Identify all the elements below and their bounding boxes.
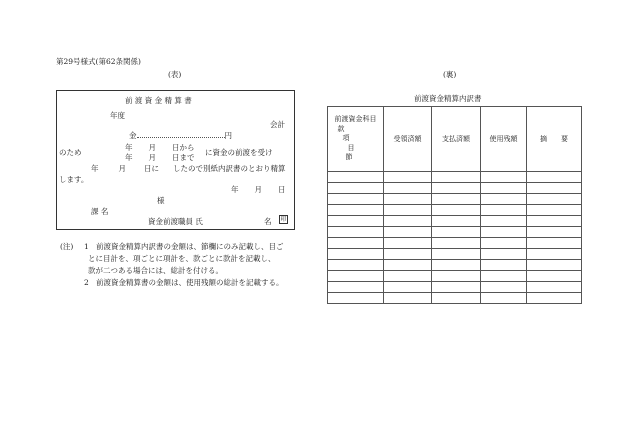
amount-prefix: 金 — [129, 131, 137, 140]
amount-unit: 円 — [224, 131, 232, 140]
department-label: 課 名 — [91, 207, 109, 216]
table-cell[interactable] — [328, 194, 384, 205]
shimasu-text: します。 — [59, 175, 89, 184]
table-cell[interactable] — [328, 172, 384, 183]
table-cell[interactable] — [481, 249, 527, 260]
seal-box: 印 — [280, 216, 287, 223]
table-row — [328, 271, 582, 282]
addressee-sama: 様 — [157, 196, 165, 205]
table-cell[interactable] — [384, 194, 432, 205]
table-cell[interactable] — [481, 293, 527, 304]
table-cell[interactable] — [481, 260, 527, 271]
table-row — [328, 249, 582, 260]
table-cell[interactable] — [481, 238, 527, 249]
notes-label: (注) — [60, 242, 74, 251]
table-cell[interactable] — [384, 238, 432, 249]
table-row — [328, 216, 582, 227]
table-cell[interactable] — [527, 227, 582, 238]
amount-blank-line — [137, 131, 225, 138]
table-cell[interactable] — [481, 183, 527, 194]
table-cell[interactable] — [432, 282, 481, 293]
table-cell[interactable] — [432, 216, 481, 227]
table-row — [328, 194, 582, 205]
header-paid: 支払済額 — [432, 107, 481, 172]
settlement-form-box — [56, 90, 295, 230]
table-cell[interactable] — [328, 216, 384, 227]
table-cell[interactable] — [328, 293, 384, 304]
table-cell[interactable] — [384, 271, 432, 282]
official-name-label: 資金前渡職員 氏 — [148, 217, 203, 226]
breakdown-table — [327, 106, 582, 304]
table-cell[interactable] — [384, 172, 432, 183]
table-body — [328, 172, 582, 304]
table-cell[interactable] — [328, 271, 384, 282]
period-from: 年 月 日から — [125, 143, 195, 152]
back-side-label: (裏) — [443, 70, 457, 79]
table-cell[interactable] — [384, 205, 432, 216]
table-cell[interactable] — [481, 172, 527, 183]
table-cell[interactable] — [432, 183, 481, 194]
note-1-line-1: 前渡資金精算内訳書の金額は、節欄にのみ記載し、目ご — [96, 242, 284, 251]
name-suffix: 名 — [264, 217, 272, 226]
table-cell[interactable] — [527, 172, 582, 183]
table-row — [328, 293, 582, 304]
table-cell[interactable] — [527, 249, 582, 260]
table-cell[interactable] — [328, 183, 384, 194]
table-cell[interactable] — [527, 271, 582, 282]
note-1-line-3: 款が二つある場合には、総計を付ける。 — [88, 266, 223, 275]
table-cell[interactable] — [527, 293, 582, 304]
table-cell[interactable] — [384, 183, 432, 194]
settle-date-line: 年 月 日に したので別紙内訳書のとおり精算 — [91, 164, 286, 173]
table-cell[interactable] — [384, 293, 432, 304]
front-side-label: (表) — [168, 70, 182, 79]
table-cell[interactable] — [481, 227, 527, 238]
table-cell[interactable] — [432, 227, 481, 238]
table-cell[interactable] — [527, 194, 582, 205]
table-header-row — [328, 107, 582, 172]
table-cell[interactable] — [527, 183, 582, 194]
table-row — [328, 172, 582, 183]
amount-line — [129, 131, 232, 140]
table-cell[interactable] — [328, 238, 384, 249]
table-cell[interactable] — [432, 205, 481, 216]
table-cell[interactable] — [432, 238, 481, 249]
account-label: 会計 — [270, 120, 285, 129]
table-row — [328, 183, 582, 194]
table-cell[interactable] — [384, 260, 432, 271]
fiscal-year-label: 年度 — [110, 111, 125, 120]
table-cell[interactable] — [384, 227, 432, 238]
form-title: 前 渡 資 金 精 算 書 — [125, 96, 192, 105]
table-cell[interactable] — [384, 282, 432, 293]
table-cell[interactable] — [432, 194, 481, 205]
purpose-label: のため — [59, 148, 82, 157]
table-cell[interactable] — [432, 249, 481, 260]
header-received: 受領済額 — [384, 107, 432, 172]
note-2-line-1: 前渡資金精算書の金額は、使用残額の総計を記載する。 — [96, 278, 284, 287]
table-row — [328, 205, 582, 216]
note-2-number: 2 — [84, 278, 89, 287]
table-cell[interactable] — [432, 172, 481, 183]
table-cell[interactable] — [481, 194, 527, 205]
table-cell[interactable] — [384, 249, 432, 260]
table-cell[interactable] — [481, 282, 527, 293]
table-cell[interactable] — [328, 227, 384, 238]
table-cell[interactable] — [384, 216, 432, 227]
table-cell[interactable] — [432, 293, 481, 304]
advance-received-text: に資金の前渡を受け — [205, 148, 273, 157]
table-cell[interactable] — [527, 205, 582, 216]
table-cell[interactable] — [432, 260, 481, 271]
header-remarks: 摘 要 — [527, 107, 582, 172]
note-1-line-2: とに目計を、項ごとに項計を、款ごとに款計を記載し、 — [88, 254, 276, 263]
signature-date: 年 月 日 — [231, 185, 286, 194]
table-cell[interactable] — [527, 260, 582, 271]
table-cell[interactable] — [328, 282, 384, 293]
table-row — [328, 238, 582, 249]
period-to: 年 月 日まで — [125, 153, 195, 162]
table-row — [328, 227, 582, 238]
table-cell[interactable] — [481, 216, 527, 227]
header-remaining: 使用残額 — [481, 107, 527, 172]
table-cell[interactable] — [481, 205, 527, 216]
note-1-number: 1 — [84, 242, 89, 251]
table-cell[interactable] — [527, 238, 582, 249]
table-cell[interactable] — [328, 260, 384, 271]
table-cell[interactable] — [328, 205, 384, 216]
table-cell[interactable] — [527, 216, 582, 227]
table-row — [328, 282, 582, 293]
header-account-subject: 前渡資金科目 款 項 目 節 — [328, 107, 384, 172]
table-cell[interactable] — [481, 271, 527, 282]
table-row — [328, 260, 582, 271]
back-title: 前渡資金精算内訳書 — [414, 94, 482, 103]
table-cell[interactable] — [527, 282, 582, 293]
form-number: 第29号様式(第62条関係) — [56, 57, 141, 66]
table-cell[interactable] — [328, 249, 384, 260]
table-cell[interactable] — [432, 271, 481, 282]
